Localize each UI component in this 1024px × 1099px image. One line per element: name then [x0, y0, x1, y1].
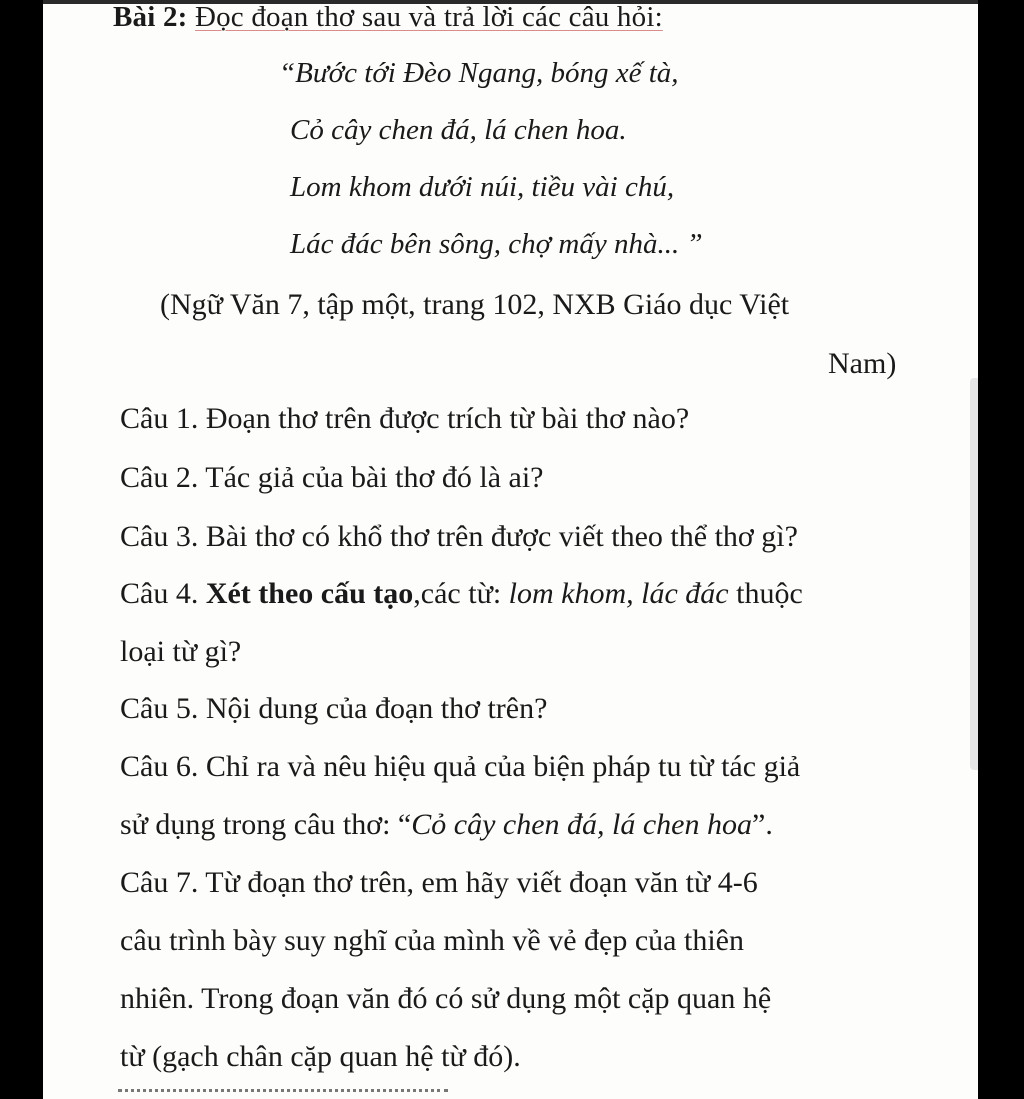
- question-2: Câu 2. Tác giả của bài thơ đó là ai?: [120, 461, 544, 494]
- question-4-mid: ,các từ:: [413, 577, 509, 610]
- question-6-prefix: sử dụng trong câu thơ: “: [120, 808, 412, 841]
- poem-line-1: “Bước tới Đèo Ngang, bóng xế tà,: [279, 57, 679, 89]
- page-scrollbar[interactable]: [970, 378, 978, 770]
- question-7-line-2: câu trình bày suy nghĩ của mình về vẻ đẹp của thiên: [120, 924, 744, 957]
- poem-line-4: Lác đác bên sông, chợ mấy nhà... ”: [290, 228, 703, 260]
- poem-line-2: Cỏ cây chen đá, lá chen hoa.: [290, 114, 627, 146]
- poem-source-line-1: (Ngữ Văn 7, tập một, trang 102, NXB Giáo dục Việt: [160, 288, 790, 321]
- question-6-quote: Cỏ cây chen đá, lá chen hoa: [411, 808, 752, 841]
- question-4-line-2: loại từ gì?: [120, 635, 242, 668]
- question-4-bold: Xét theo cấu tạo: [205, 577, 414, 610]
- question-4-suffix: thuộc: [728, 577, 803, 610]
- question-6-line-2: [120, 808, 773, 842]
- exercise-title-label: Bài 2:: [113, 1, 188, 33]
- question-4-line-1: [120, 577, 803, 611]
- exercise-title: [113, 0, 663, 34]
- question-5: Câu 5. Nội dung của đoạn thơ trên?: [120, 692, 548, 725]
- question-7-line-3: nhiên. Trong đoạn văn đó có sử dụng một cặp quan hệ: [120, 982, 772, 1015]
- poem-line-3: Lom khom dưới núi, tiều vài chú,: [290, 171, 675, 203]
- question-3: Câu 3. Bài thơ có khổ thơ trên được viết theo thể thơ gì?: [120, 520, 798, 553]
- question-6-line-1: Câu 6. Chỉ ra và nêu hiệu quả của biện pháp tu từ tác giả: [120, 750, 801, 783]
- question-4-prefix: Câu 4.: [120, 577, 206, 610]
- poem-source-line-2: Nam): [828, 347, 897, 380]
- exercise-title-text: Đọc đoạn thơ sau và trả lời các câu hỏi:: [194, 1, 663, 33]
- document-page: [43, 0, 978, 1099]
- cut-off-text-line: [118, 1086, 448, 1099]
- question-4-italic: lom khom, lác đác: [508, 577, 729, 610]
- question-7-line-4: từ (gạch chân cặp quan hệ từ đó).: [120, 1040, 521, 1073]
- question-1: Câu 1. Đoạn thơ trên được trích từ bài thơ nào?: [120, 402, 690, 435]
- question-7-line-1: Câu 7. Từ đoạn thơ trên, em hãy viết đoạn văn từ 4-6: [120, 866, 758, 899]
- question-6-suffix: ”.: [752, 808, 773, 841]
